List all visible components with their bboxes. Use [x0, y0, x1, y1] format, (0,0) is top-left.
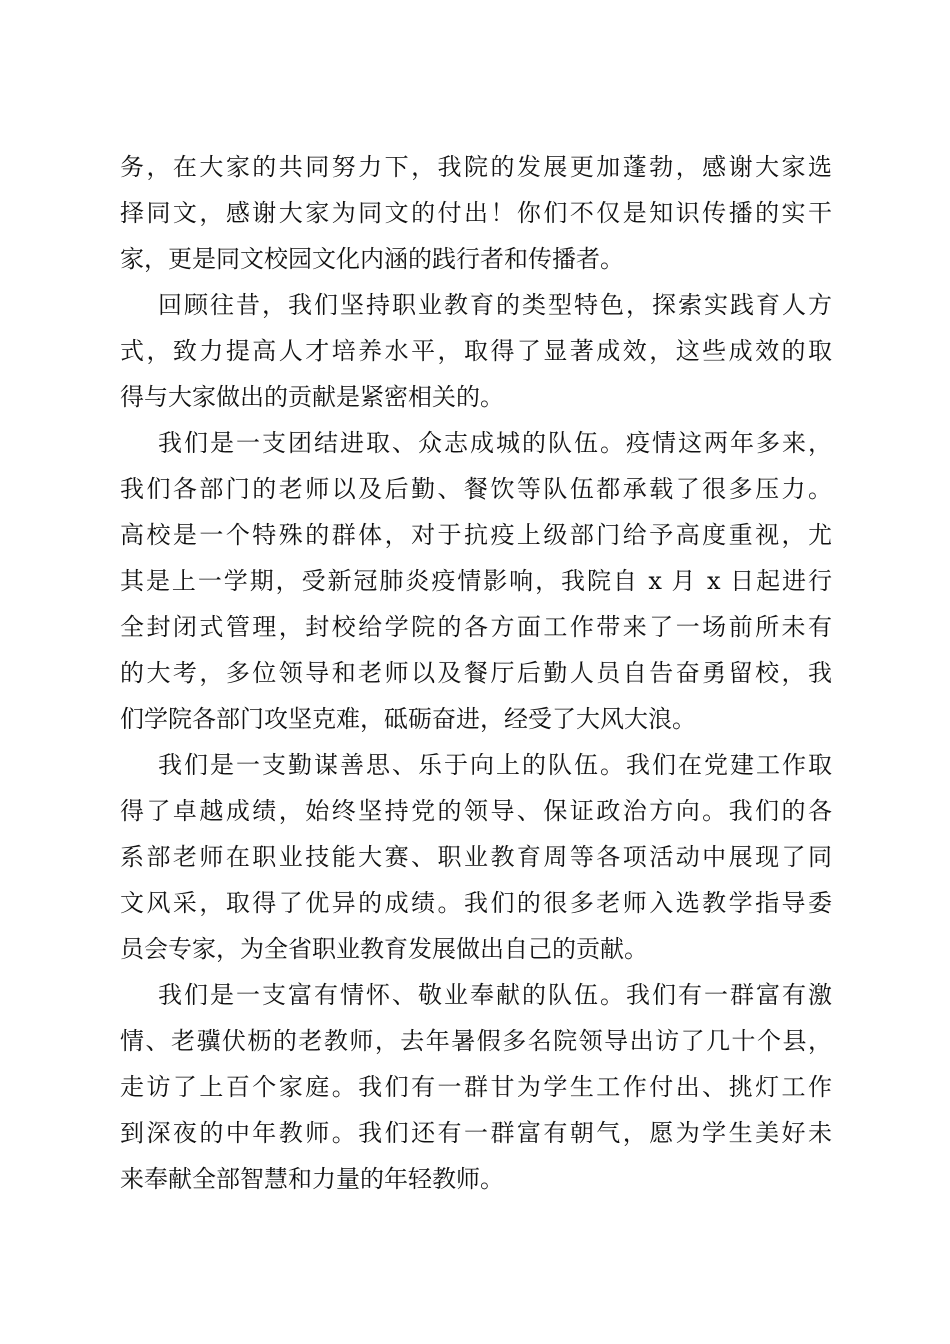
- text-line: 式，致力提高人才培养水平，取得了显著成效，这些成效的取: [120, 337, 832, 365]
- text-line: 我们是一支勤谋善思、乐于向上的队伍。我们在党建工作取: [158, 751, 832, 779]
- text-line: 文风采，取得了优异的成绩。我们的很多老师入选教学指导委: [120, 889, 832, 917]
- text-line: 回顾往昔，我们坚持职业教育的类型特色，探索实践育人方: [158, 291, 832, 319]
- text-line: 其是上一学期，受新冠肺炎疫情影响，我院自 x 月 x 日起进行: [120, 567, 832, 595]
- text-line: 得了卓越成绩，始终坚持党的领导、保证政治方向。我们的各: [120, 797, 832, 825]
- paragraph: [120, 282, 832, 420]
- text-line: 系部老师在职业技能大赛、职业教育周等各项活动中展现了同: [120, 843, 832, 871]
- text-line: 来奉献全部智慧和力量的年轻教师。: [120, 1165, 504, 1193]
- text-line: 全封闭式管理，封校给学院的各方面工作带来了一场前所未有: [120, 613, 832, 641]
- text-line: 择同文，感谢大家为同文的付出！你们不仅是知识传播的实干: [120, 199, 832, 227]
- paragraph: [120, 420, 832, 742]
- text-line: 走访了上百个家庭。我们有一群甘为学生工作付出、挑灯工作: [120, 1073, 832, 1101]
- paragraph: [120, 742, 832, 972]
- text-line: 我们是一支富有情怀、敬业奉献的队伍。我们有一群富有激: [158, 981, 832, 1009]
- text-line: 员会专家，为全省职业教育发展做出自己的贡献。: [120, 935, 648, 963]
- text-line: 务，在大家的共同努力下，我院的发展更加蓬勃，感谢大家选: [120, 153, 832, 181]
- text-line: 们学院各部门攻坚克难，砥砺奋进，经受了大风大浪。: [120, 705, 696, 733]
- paragraph: [120, 144, 832, 282]
- text-line: 我们是一支团结进取、众志成城的队伍。疫情这两年多来，: [158, 429, 832, 457]
- document-body: [120, 144, 832, 1202]
- text-line: 我们各部门的老师以及后勤、餐饮等队伍都承载了很多压力。: [120, 475, 832, 503]
- text-line: 情、老骥伏枥的老教师，去年暑假多名院领导出访了几十个县，: [120, 1027, 832, 1055]
- text-line: 高校是一个特殊的群体，对于抗疫上级部门给予高度重视，尤: [120, 521, 832, 549]
- text-line: 到深夜的中年教师。我们还有一群富有朝气，愿为学生美好未: [120, 1119, 832, 1147]
- text-line: 得与大家做出的贡献是紧密相关的。: [120, 383, 504, 411]
- paragraph: [120, 972, 832, 1202]
- text-line: 家，更是同文校园文化内涵的践行者和传播者。: [120, 245, 624, 273]
- text-line: 的大考，多位领导和老师以及餐厅后勤人员自告奋勇留校，我: [120, 659, 832, 687]
